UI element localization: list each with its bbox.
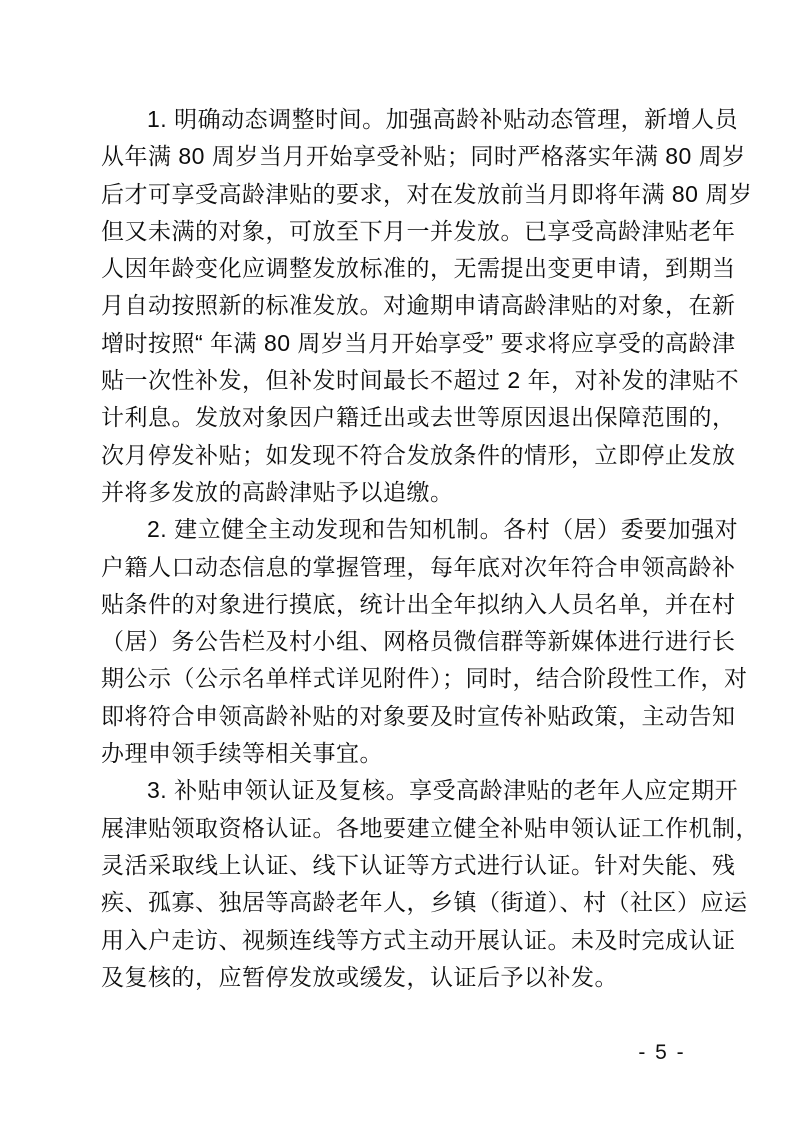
text-line: 后才可享受高龄津贴的要求，对在发放前当月即将年满 80 周岁 <box>101 180 753 207</box>
text-line: 用入户走访、视频连线等方式主动开展认证。未及时完成认证 <box>101 926 736 953</box>
text-line: 2. 建立健全主动发现和告知机制。各村（居）委要加强对 <box>147 516 739 543</box>
text-line: 3. 补贴申领认证及复核。享受高龄津贴的老年人应定期开 <box>147 777 739 804</box>
text-line: 贴一次性补发，但补发时间最长不超过 2 年，对补发的津贴不 <box>101 367 740 394</box>
text-line: 月自动按照新的标准发放。对逾期申请高龄津贴的对象，在新 <box>101 292 736 319</box>
text-line: 但又未满的对象，可放至下月一并发放。已享受高龄津贴老年 <box>101 217 736 244</box>
text-line: 增时按照“ 年满 80 周岁当月开始享受” 要求将应享受的高龄津 <box>101 329 736 356</box>
text-line: 贴条件的对象进行摸底，统计出全年拟纳入人员名单，并在村 <box>101 590 736 617</box>
text-line: 1. 明确动态调整时间。加强高龄补贴动态管理，新增人员 <box>147 106 739 132</box>
text-line: 次月停发补贴；如发现不符合发放条件的情形，立即停止发放 <box>101 441 736 468</box>
text-line: 人因年龄变化应调整发放标准的，无需提出变更申请，到期当 <box>101 255 736 282</box>
text-line: 计利息。发放对象因户籍迁出或去世等原因退出保障范围的， <box>101 404 736 431</box>
text-line: 期公示（公示名单样式详见附件）；同时，结合阶段性工作，对 <box>101 665 748 692</box>
text-line: 办理申领手续等相关事宜。 <box>101 740 383 767</box>
text-line: 并将多发放的高龄津贴予以追缴。 <box>101 478 454 505</box>
text-line: 疾、孤寡、独居等高龄老年人，乡镇（街道）、村（社区）应运 <box>101 889 748 916</box>
text-line: 户籍人口动态信息的掌握管理，每年底对次年符合申领高龄补 <box>101 553 736 580</box>
text-block <box>101 101 759 996</box>
text-line: 灵活采取线上认证、线下认证等方式进行认证。针对失能、残 <box>101 851 736 878</box>
page-number: - 5 - <box>638 1041 686 1064</box>
text-line: 及复核的，应暂停发放或缓发，认证后予以补发。 <box>101 963 618 990</box>
text-line: 展津贴领取资格认证。各地要建立健全补贴申领认证工作机制， <box>101 814 759 841</box>
text-line: （居）务公告栏及村小组、网格员微信群等新媒体进行进行长 <box>101 628 736 655</box>
text-line: 从年满 80 周岁当月开始享受补贴；同时严格落实年满 80 周岁 <box>101 143 746 170</box>
text-line: 即将符合申领高龄补贴的对象要及时宣传补贴政策，主动告知 <box>101 702 736 729</box>
